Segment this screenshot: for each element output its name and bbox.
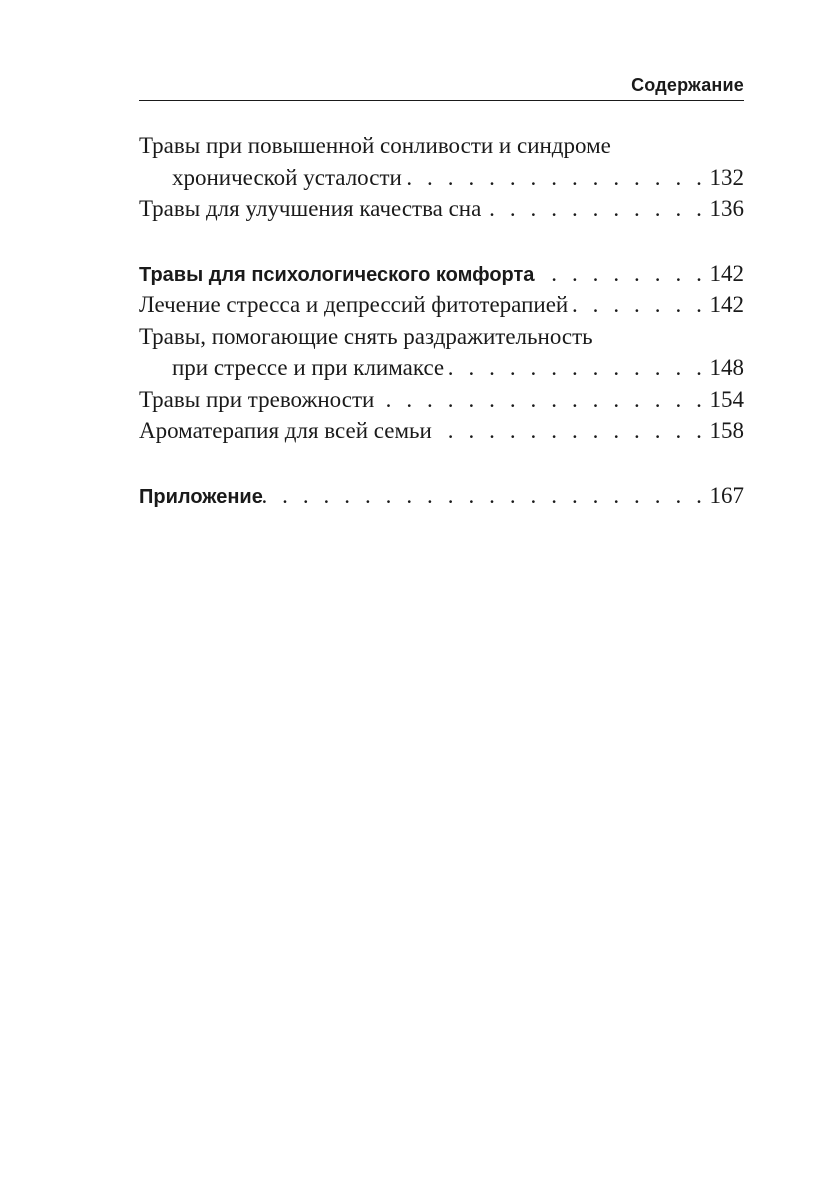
- table-of-contents: [139, 130, 744, 511]
- toc-entry-drowsiness: [139, 130, 744, 162]
- toc-entry-anxiety: [139, 384, 744, 416]
- section-spacer: [139, 447, 744, 480]
- toc-entry-title: Травы при повышенной сонливости и синдроме: [139, 133, 611, 158]
- toc-page-number: 154: [709, 386, 744, 412]
- toc-entry-sleep-quality: [139, 193, 744, 225]
- toc-section-title: Травы для психологического комфорта: [139, 263, 535, 286]
- toc-entry-drowsiness-continued: [139, 162, 744, 194]
- header-rule: [139, 100, 744, 101]
- toc-entry-title: Ароматерапия для всей семьи: [139, 418, 432, 443]
- section-spacer: [139, 225, 744, 258]
- dot-leader: [432, 415, 707, 447]
- toc-entry-stress-depression: [139, 289, 744, 321]
- toc-entry-irritability-continued: [139, 352, 744, 384]
- dot-leader: [263, 480, 707, 512]
- toc-entry-irritability: [139, 321, 744, 353]
- dot-leader: [374, 384, 706, 416]
- toc-entry-title: Травы при тревожности: [139, 386, 375, 412]
- toc-page-number: 142: [709, 292, 744, 317]
- toc-page-number: 136: [709, 196, 744, 221]
- toc-page-number: 132: [709, 164, 744, 190]
- toc-page-number: 167: [709, 482, 744, 508]
- toc-entry-title: Травы для улучшения качества сна: [139, 196, 482, 221]
- book-page: [139, 0, 744, 1191]
- toc-section-heading-psychological-comfort: [139, 258, 744, 290]
- dot-leader: [402, 162, 707, 194]
- toc-section-title: Приложение: [139, 485, 263, 508]
- toc-page-number: 142: [709, 260, 744, 286]
- toc-entry-title: Лечение стресса и депрессий фитотерапией: [139, 292, 569, 317]
- toc-page-number: 158: [709, 418, 744, 443]
- toc-entry-title: при стрессе и при климаксе: [172, 355, 445, 380]
- dot-leader: [481, 193, 706, 225]
- running-header: Содержание: [631, 75, 744, 95]
- toc-entry-title: хронической усталости: [172, 164, 402, 190]
- toc-entry-aromatherapy: [139, 415, 744, 447]
- toc-page-number: 148: [709, 355, 744, 380]
- dot-leader: [568, 289, 706, 321]
- toc-section-heading-appendix: [139, 480, 744, 512]
- toc-entry-title: Травы, помогающие снять раздражительность: [139, 323, 593, 349]
- dot-leader: [444, 352, 706, 384]
- dot-leader: [534, 258, 706, 290]
